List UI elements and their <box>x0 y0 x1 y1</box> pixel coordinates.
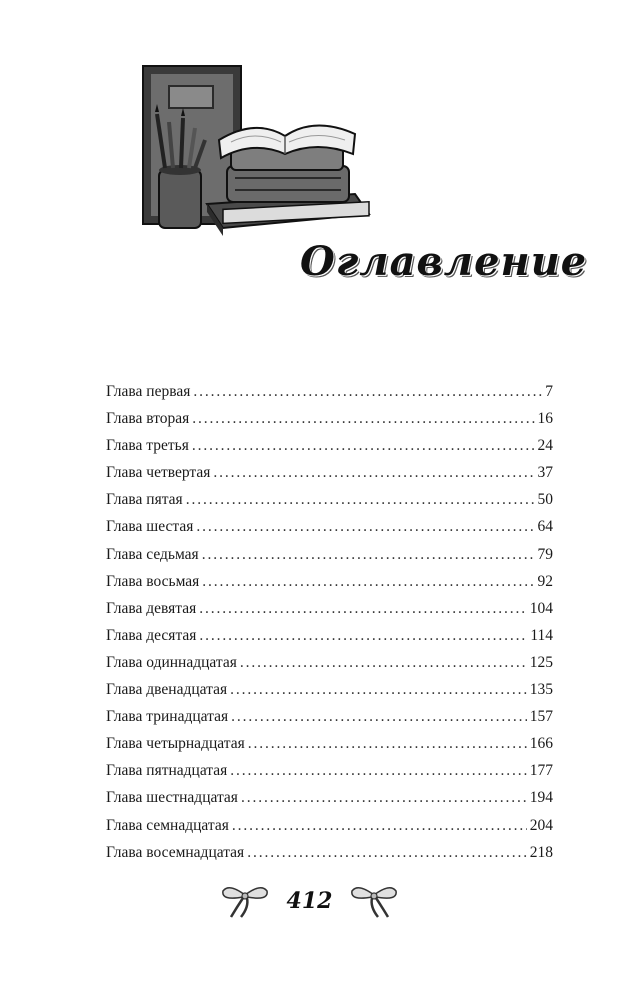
chapter-page-number: 135 <box>529 681 553 699</box>
toc-entry[interactable] <box>106 513 553 540</box>
dot-leader <box>213 459 534 486</box>
toc-entry[interactable] <box>106 622 553 649</box>
chapter-page-number: 125 <box>529 653 553 671</box>
chapter-title: Глава двенадцатая <box>106 681 228 699</box>
chapter-title: Глава шестнадцатая <box>106 789 238 807</box>
toc-entry[interactable] <box>106 730 553 757</box>
page-title: Оглавление <box>300 238 588 285</box>
dot-leader <box>241 784 527 811</box>
chapter-page-number: 7 <box>545 383 553 400</box>
dot-leader <box>193 378 542 405</box>
bow-ribbon-icon <box>219 881 271 921</box>
toc-entry[interactable] <box>106 541 553 568</box>
dot-leader <box>232 812 527 839</box>
dot-leader <box>199 622 527 649</box>
dot-leader <box>192 432 535 459</box>
dot-leader <box>186 486 535 513</box>
dot-leader <box>230 757 526 784</box>
chapter-title: Глава семнадцатая <box>106 816 229 834</box>
chapter-page-number: 79 <box>537 545 553 563</box>
page-footer <box>0 876 619 926</box>
chapter-page-number: 177 <box>529 762 553 780</box>
chapter-page-number: 218 <box>529 843 553 861</box>
dot-leader <box>240 649 527 676</box>
chapter-title: Глава пятнадцатая <box>106 762 228 780</box>
chapter-title: Глава вторая <box>106 410 190 428</box>
chapter-title: Глава четырнадцатая <box>106 735 245 753</box>
toc-entry[interactable] <box>106 459 553 486</box>
chapter-title: Глава шестая <box>106 518 194 536</box>
books-and-pencils-illustration <box>135 62 375 242</box>
toc-entry[interactable] <box>106 378 553 405</box>
table-of-contents <box>106 378 553 866</box>
page-number: 412 <box>286 888 333 914</box>
chapter-page-number: 92 <box>537 572 553 590</box>
chapter-title: Глава первая <box>106 383 191 400</box>
toc-entry[interactable] <box>106 568 553 595</box>
chapter-title: Глава восьмая <box>106 572 200 590</box>
chapter-page-number: 204 <box>529 816 553 834</box>
chapter-title: Глава восемнадцатая <box>106 843 245 861</box>
chapter-title: Глава девятая <box>106 599 197 617</box>
chapter-page-number: 16 <box>537 410 553 428</box>
chapter-page-number: 194 <box>529 789 553 807</box>
dot-leader <box>202 541 535 568</box>
chapter-page-number: 50 <box>537 491 553 509</box>
toc-entry[interactable] <box>106 486 553 513</box>
chapter-page-number: 166 <box>529 735 553 753</box>
bow-ribbon-icon <box>348 881 400 921</box>
chapter-page-number: 104 <box>529 599 553 617</box>
chapter-page-number: 157 <box>529 708 553 726</box>
toc-entry[interactable] <box>106 432 553 459</box>
toc-entry[interactable] <box>106 757 553 784</box>
chapter-title: Глава десятая <box>106 626 197 644</box>
dot-leader <box>199 595 526 622</box>
chapter-page-number: 37 <box>537 464 553 482</box>
dot-leader <box>192 405 534 432</box>
toc-entry[interactable] <box>106 703 553 730</box>
chapter-title: Глава седьмая <box>106 545 199 563</box>
chapter-page-number: 24 <box>537 437 553 455</box>
dot-leader <box>247 839 527 866</box>
dot-leader <box>202 568 534 595</box>
chapter-title: Глава третья <box>106 437 189 455</box>
toc-entry[interactable] <box>106 784 553 811</box>
toc-entry[interactable] <box>106 595 553 622</box>
dot-leader <box>196 513 534 540</box>
chapter-title: Глава тринадцатая <box>106 708 229 726</box>
toc-entry[interactable] <box>106 649 553 676</box>
dot-leader <box>248 730 527 757</box>
chapter-title: Глава одиннадцатая <box>106 653 237 671</box>
toc-entry[interactable] <box>106 839 553 866</box>
dot-leader <box>231 703 527 730</box>
chapter-page-number: 114 <box>530 626 553 644</box>
toc-entry[interactable] <box>106 405 553 432</box>
toc-entry[interactable] <box>106 676 553 703</box>
chapter-title: Глава четвертая <box>106 464 211 482</box>
dot-leader <box>230 676 527 703</box>
chapter-title: Глава пятая <box>106 491 183 509</box>
toc-entry[interactable] <box>106 812 553 839</box>
chapter-page-number: 64 <box>537 518 553 536</box>
